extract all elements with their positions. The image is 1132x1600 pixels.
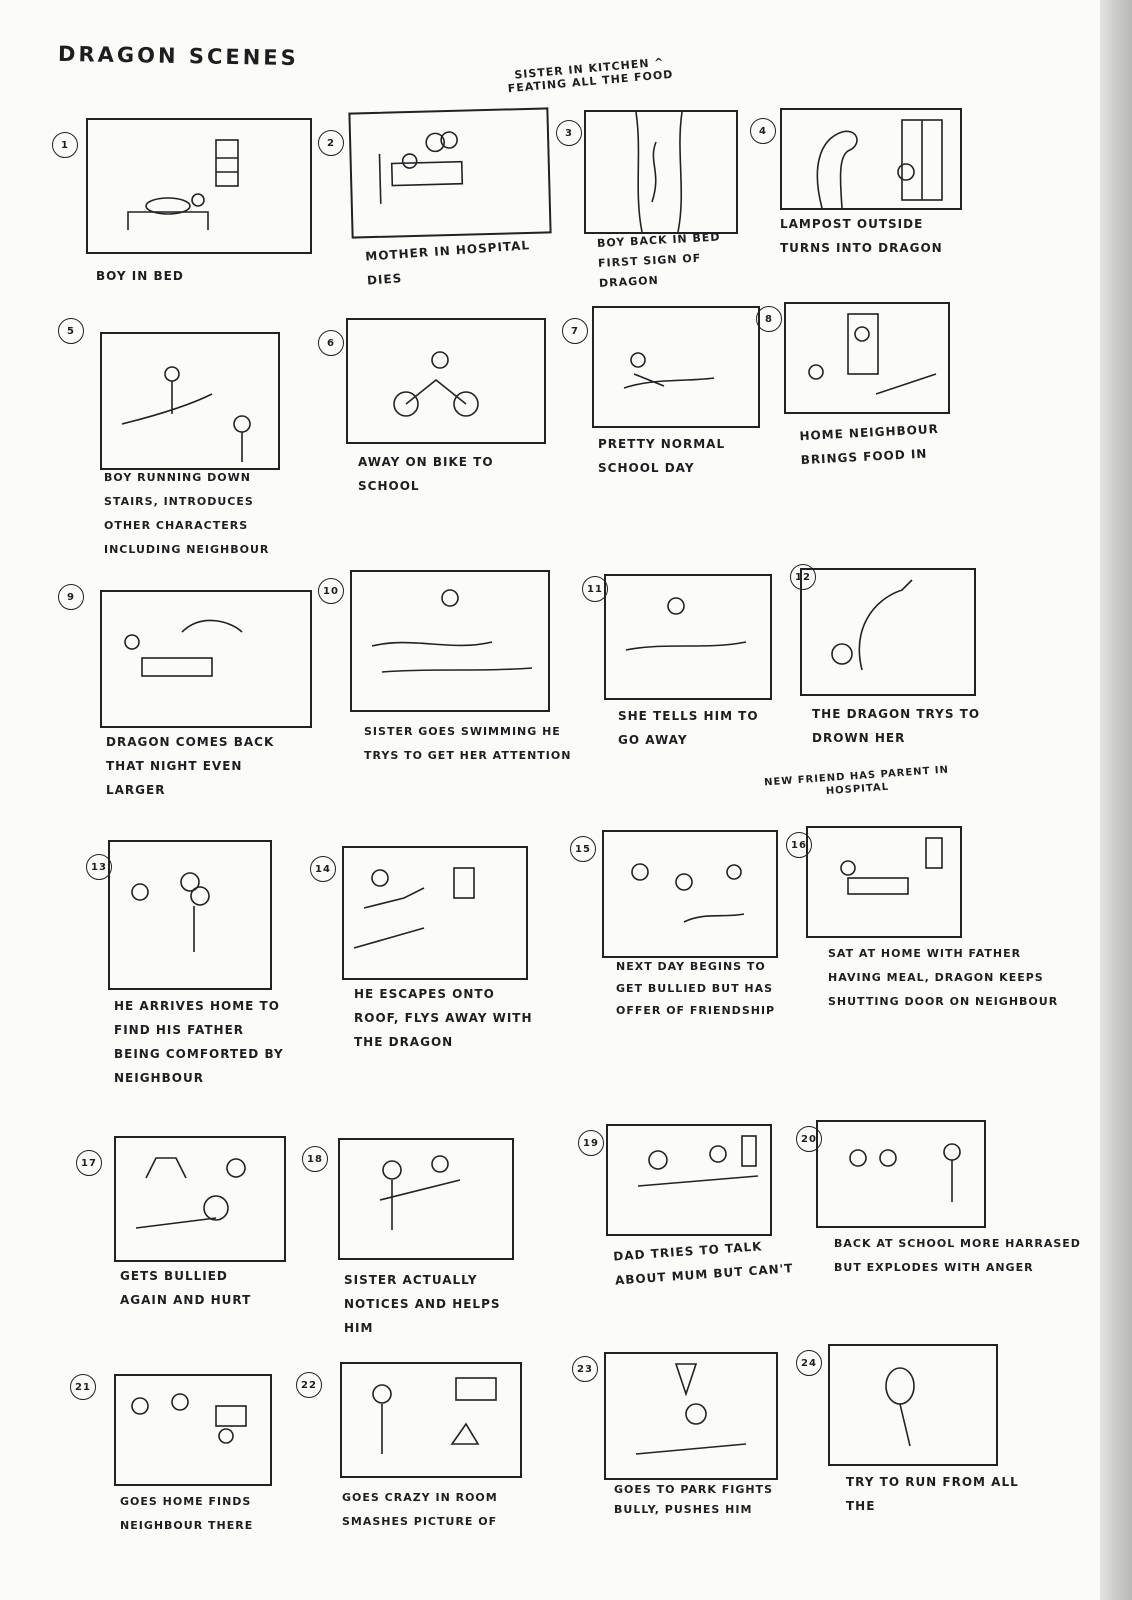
scene-number: 5 bbox=[58, 318, 84, 344]
scene-caption: NEXT DAY BEGINS TO GET BULLIED BUT HAS OFFER OF FRIENDSHIP bbox=[616, 960, 776, 1017]
scene-caption: DAD TRIES TO TALK ABOUT MUM BUT CAN'T bbox=[612, 1239, 794, 1288]
scene-number: 22 bbox=[296, 1372, 322, 1398]
scene-frame bbox=[604, 1352, 778, 1480]
scene-frame bbox=[348, 107, 551, 238]
sketch-swimming-icon bbox=[352, 572, 548, 710]
scene-number: 24 bbox=[796, 1350, 822, 1376]
scene-caption: BACK AT SCHOOL MORE HARRASED BUT EXPLODES WITH ANGER bbox=[834, 1237, 1081, 1274]
scene-number: 19 bbox=[578, 1130, 604, 1156]
sketch-roof-escape-icon bbox=[344, 848, 526, 978]
scene-frame bbox=[100, 590, 312, 728]
sketch-bullied-icon bbox=[604, 832, 776, 956]
scene-caption: MOTHER IN HOSPITAL DIES bbox=[364, 238, 531, 288]
scene-number: 2 bbox=[318, 130, 344, 156]
scene-caption: HOME NEIGHBOUR BRINGS FOOD IN bbox=[799, 421, 940, 468]
sketch-school-anger-icon bbox=[818, 1122, 984, 1226]
scene-frame bbox=[602, 830, 778, 958]
scene-frame bbox=[816, 1120, 986, 1228]
scene-number: 20 bbox=[796, 1126, 822, 1152]
scene-caption: GOES CRAZY IN ROOM SMASHES PICTURE OF bbox=[342, 1491, 498, 1528]
scene-caption: HE ESCAPES ONTO ROOF, FLYS AWAY WITH THE DRAGON bbox=[354, 987, 533, 1049]
scene-caption: AWAY ON BIKE TO SCHOOL bbox=[358, 455, 494, 493]
annotation-new-friend: NEW FRIEND HAS PARENT IN HOSPITAL bbox=[763, 764, 950, 798]
scene-frame bbox=[806, 826, 962, 938]
annotation-sister-kitchen: SISTER IN KITCHEN ^ FEATING ALL THE FOOD bbox=[507, 55, 674, 96]
scene-frame bbox=[784, 302, 950, 414]
scene-caption: HE ARRIVES HOME TO FIND HIS FATHER BEING COMFORTED BY NEIGHBOUR bbox=[114, 999, 284, 1085]
sketch-run-away-icon bbox=[830, 1346, 996, 1464]
scene-caption: BOY IN BED bbox=[96, 269, 184, 283]
scene-caption: DRAGON COMES BACK THAT NIGHT EVEN LARGER bbox=[106, 735, 275, 797]
sketch-dragon-returns-icon bbox=[102, 592, 310, 726]
scene-caption: GETS BULLIED AGAIN AND HURT bbox=[120, 1269, 252, 1307]
sketch-school-desk-icon bbox=[594, 308, 758, 426]
scene-frame bbox=[114, 1136, 286, 1262]
scene-caption: THE DRAGON TRYS TO DROWN HER bbox=[812, 707, 981, 745]
scene-caption: SHE TELLS HIM TO GO AWAY bbox=[618, 709, 759, 747]
sketch-family-meal-icon bbox=[808, 828, 960, 936]
scene-frame bbox=[86, 118, 312, 254]
sketch-dragon-lamppost-icon bbox=[782, 110, 960, 208]
scene-number: 18 bbox=[302, 1146, 328, 1172]
page-title: DRAGON SCENES bbox=[57, 41, 299, 71]
scene-frame bbox=[342, 846, 528, 980]
scene-number: 8 bbox=[756, 306, 782, 332]
scene-number: 13 bbox=[86, 854, 112, 880]
scene-number: 1 bbox=[52, 132, 78, 158]
sketch-door-neighbour-icon bbox=[786, 304, 948, 412]
scene-number: 12 bbox=[790, 564, 816, 590]
scene-frame bbox=[350, 570, 550, 712]
scene-frame bbox=[100, 332, 280, 470]
scene-frame bbox=[340, 1362, 522, 1478]
sketch-park-fight-icon bbox=[606, 1354, 776, 1478]
scene-frame bbox=[604, 574, 772, 700]
scene-number: 16 bbox=[786, 832, 812, 858]
scene-number: 9 bbox=[58, 584, 84, 610]
sketch-sister-helps-icon bbox=[340, 1140, 512, 1258]
sketch-bike-icon bbox=[348, 320, 544, 442]
sketch-playground-icon bbox=[116, 1138, 284, 1260]
scene-number: 23 bbox=[572, 1356, 598, 1382]
scene-caption: PRETTY NORMAL SCHOOL DAY bbox=[598, 437, 726, 475]
scene-number: 3 bbox=[556, 120, 582, 146]
scene-number: 7 bbox=[562, 318, 588, 344]
scene-number: 21 bbox=[70, 1374, 96, 1400]
page-binding-edge bbox=[1100, 0, 1132, 1600]
scene-caption: BOY BACK IN BED FIRST SIGN OF DRAGON bbox=[596, 230, 721, 290]
sketch-dragon-drown-icon bbox=[802, 570, 974, 694]
scene-caption: SAT AT HOME WITH FATHER HAVING MEAL, DRAGON KEEPS SHUTTING DOOR ON NEIGHBOUR bbox=[828, 947, 1059, 1008]
sketch-hospital-icon bbox=[350, 109, 549, 236]
scene-caption: BOY RUNNING DOWN STAIRS, INTRODUCES OTHER CHARACTERS INCLUDING NEIGHBOUR bbox=[104, 471, 270, 556]
scene-frame bbox=[606, 1124, 772, 1236]
scene-number: 4 bbox=[750, 118, 776, 144]
scene-frame bbox=[780, 108, 962, 210]
sketch-bed-icon bbox=[88, 120, 310, 252]
scene-caption: GOES TO PARK FIGHTS BULLY, PUSHES HIM bbox=[614, 1483, 773, 1516]
scene-frame bbox=[828, 1344, 998, 1466]
sketch-stairs-icon bbox=[102, 334, 278, 468]
scene-frame bbox=[338, 1138, 514, 1260]
scene-caption: LAMPOST OUTSIDE TURNS INTO DRAGON bbox=[780, 217, 943, 255]
sketch-neighbour-home-icon bbox=[116, 1376, 270, 1484]
scene-frame bbox=[346, 318, 546, 444]
sketch-window-curtain-icon bbox=[586, 112, 736, 232]
scene-number: 17 bbox=[76, 1150, 102, 1176]
scene-frame bbox=[114, 1374, 272, 1486]
scene-number: 6 bbox=[318, 330, 344, 356]
scene-number: 11 bbox=[582, 576, 608, 602]
scene-frame bbox=[800, 568, 976, 696]
scene-caption: GOES HOME FINDS NEIGHBOUR THERE bbox=[120, 1495, 254, 1532]
sketch-father-comforted-icon bbox=[110, 842, 270, 988]
scene-caption: SISTER GOES SWIMMING HE TRYS TO GET HER ATTENTION bbox=[364, 725, 572, 762]
scene-frame bbox=[592, 306, 760, 428]
sketch-smash-picture-icon bbox=[342, 1364, 520, 1476]
sketch-pool-icon bbox=[606, 576, 770, 698]
scene-frame bbox=[584, 110, 738, 234]
scene-number: 10 bbox=[318, 578, 344, 604]
scene-number: 15 bbox=[570, 836, 596, 862]
sketch-dad-talk-icon bbox=[608, 1126, 770, 1234]
scene-number: 14 bbox=[310, 856, 336, 882]
scene-frame bbox=[108, 840, 272, 990]
scene-caption: SISTER ACTUALLY NOTICES AND HELPS HIM bbox=[344, 1273, 501, 1335]
scene-caption: TRY TO RUN FROM ALL THE bbox=[846, 1475, 1019, 1513]
